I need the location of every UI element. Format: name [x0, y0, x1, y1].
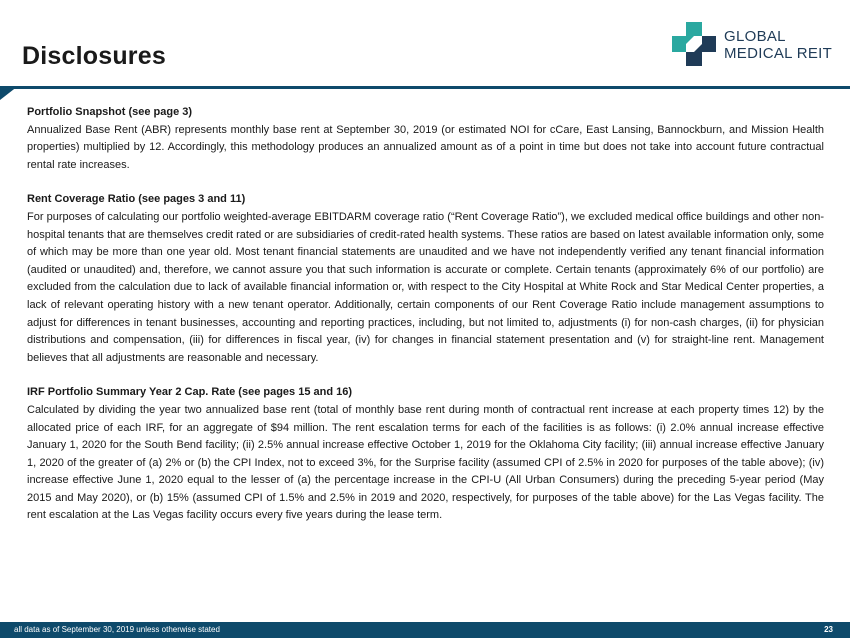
- page-number: 23: [824, 625, 833, 634]
- section-heading: IRF Portfolio Summary Year 2 Cap. Rate (see pages 15 and 16): [27, 386, 353, 399]
- section-heading: Rent Coverage Ratio (see pages 3 and 11): [27, 193, 246, 206]
- logo-line-2: MEDICAL REIT: [724, 45, 833, 62]
- disclosures-content: [27, 104, 824, 542]
- section-rent-coverage-ratio: [27, 191, 824, 367]
- section-irf-portfolio-summary: [27, 384, 824, 525]
- section-body: Annualized Base Rent (ABR) represents monthly base rent at September 30, 2019 (or estimated NOI for cCare, East Lansing, Bannockburn, and Mission Health properties) multiplied by 12. Accordingly, this methodology produces an annualized amount as of a point in time but does not take into account future contractual rental rate increases.: [27, 123, 824, 171]
- footer-note: all data as of September 30, 2019 unless otherwise stated: [14, 625, 220, 634]
- section-body: Calculated by dividing the year two annualized base rent (total of monthly base rent during month of contractual rent increase at each property times 12) by the allocated price of each IRF, for an aggregate of $94 million. The rent escalation terms for each of the facilities is as follows: (i) 2.0% annual increase effective January 1, 2020 for the South Bend facility; (ii) 2.5% annual increase effective October 1, 2019 for the Oklahoma City facility; (iii) annual increase effective January 1, 2020 of the greater of (a) 2% or (b) the CPI Index, not to exceed 3%, for the Surprise facility (assumed CPI of 2.5% in 2020 for purposes of the table above); (iv) increase effective June 1, 2020 equal to the lesser of (a) the percentage increase in the CPI-U (All Urban Consumers) during the preceding 5-year period (May 2015 and May 2020), or (b) 15% (assumed CPI of 1.5% and 2.5% in 2019 and 2020, respectively, for purposes of the table above) for the Las Vegas facility. The rent escalation at the Las Vegas facility occurs every five years during the lease term.: [27, 403, 824, 522]
- medical-cross-icon: [670, 20, 718, 68]
- logo-line-1: GLOBAL: [724, 28, 786, 45]
- header-rule-notch: [0, 86, 18, 100]
- header-rule: [0, 86, 850, 89]
- header: [0, 0, 850, 88]
- section-body: For purposes of calculating our portfolio weighted-average EBITDARM coverage ratio (“Rent Coverage Ratio”), we excluded medical office buildings and other non-hospital tenants that are themselves credit rated or are subsidiaries of credit-rated health systems. These ratios are based on latest available information only, some of which may be more than one year old. Most tenant financial statements are unaudited and we have not independently verified any tenant financial information (audited or unaudited) and, therefore, we cannot assure you that such information is accurate or complete. Certain tenants (approximately 6% of our portfolio) are excluded from the calculation due to lack of available financial information or, with respect to the City Hospital at White Rock and Star Medical Center properties, a lack of relevant operating history with a new tenant operator. Additionally, certain components of our Rent Coverage Ratio include management assumptions to adjust for differences in tenant businesses, accounting and reporting practices, including, but not limited to, adjustments (i) for non-cash charges, (ii) for physician distributions and compensation, (iii) for differences in fiscal year, (iv) for changes in financial statement presentation and (v) for straight-line rent. Management believes that all adjustments are reasonable and necessary.: [27, 210, 824, 364]
- section-heading: Portfolio Snapshot (see page 3): [27, 106, 193, 118]
- section-portfolio-snapshot: [27, 104, 824, 174]
- footer-bar: [0, 622, 850, 638]
- logo-wordmark: [724, 28, 832, 62]
- company-logo: [670, 20, 840, 70]
- page-title: Disclosures: [22, 42, 166, 70]
